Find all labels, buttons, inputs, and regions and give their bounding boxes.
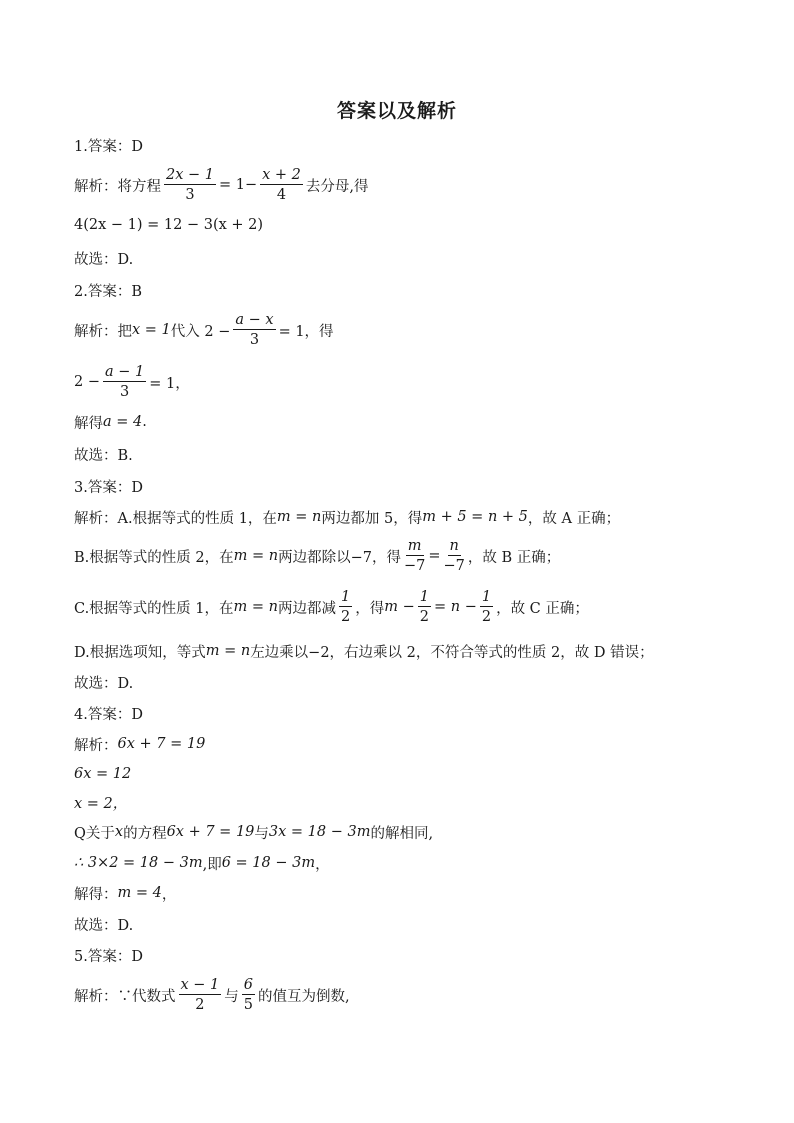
explanation-4-line-7: 故选：D.: [74, 917, 134, 934]
denominator: 5: [243, 997, 254, 1013]
text: 解析：把: [74, 323, 132, 340]
numerator: 6: [242, 978, 255, 996]
text: 左边乘以−2，右边乘以 2，不符合等式的性质 2，故 D 错误；: [250, 644, 654, 661]
text: 的方程: [123, 825, 167, 842]
explanation-3-option-a: [74, 505, 620, 529]
fraction: [103, 365, 146, 400]
explanation-1-line-2: 4(2x − 1) = 12 − 3(x + 2): [74, 217, 264, 233]
math: m = n: [233, 548, 279, 564]
denominator: 2: [481, 609, 492, 625]
text: 解析：将方程: [74, 178, 161, 195]
text: 的值互为倒数,: [258, 988, 350, 1005]
math: 3x = 18 − 3m: [268, 824, 371, 840]
math: = n −: [433, 599, 477, 615]
numerator: a − 1: [103, 365, 146, 383]
explanation-4-line-2: [74, 762, 131, 786]
explanation-2-line-3: [74, 410, 147, 434]
text: 与: [224, 988, 239, 1005]
numerator: x − 1: [179, 978, 222, 996]
text: D.根据选项知，等式: [74, 644, 206, 661]
explanation-4-line-3: [74, 790, 127, 814]
denominator: −7: [443, 558, 465, 574]
numerator: n: [448, 539, 461, 557]
explanation-4-line-4: [74, 820, 433, 844]
fraction: [233, 313, 275, 348]
numerator: a − x: [233, 313, 275, 331]
numerator: 1: [418, 590, 431, 608]
math: ∴ 3×2 = 18 − 3m: [74, 855, 203, 871]
math: m + 5 = n + 5: [422, 509, 528, 525]
answer-1: 1.答案：D: [74, 138, 143, 155]
text: 两边都加 5，得: [321, 510, 423, 527]
explanation-4-line-6: [74, 881, 176, 905]
numerator: 2x − 1: [164, 168, 216, 186]
text: 去分母,得: [305, 178, 369, 195]
math: 6 = 18 − 3m: [221, 855, 316, 871]
numerator: 1: [339, 590, 352, 608]
fraction: [418, 590, 431, 625]
text: ，故 B 正确；: [467, 549, 561, 566]
text: ，故 C 正确；: [496, 600, 589, 617]
fraction: [164, 168, 216, 203]
math: x = 1: [132, 322, 171, 338]
explanation-2-line-1: [74, 308, 334, 352]
denominator: 3: [119, 384, 130, 400]
text: 两边都除以−7，得: [278, 549, 401, 566]
text: 解析：: [74, 737, 118, 754]
explanation-2-line-2: [74, 360, 190, 404]
math: x = 2，: [74, 795, 128, 812]
text: 2 −: [74, 374, 100, 390]
math: m = n: [276, 509, 322, 525]
answer-5: 5.答案：D: [74, 948, 143, 965]
numerator: x + 2: [260, 168, 303, 186]
denominator: 2: [195, 997, 205, 1013]
text: 解析：A.根据等式的性质 1，在: [74, 510, 277, 527]
explanation-1-line-3: 故选：D.: [74, 251, 134, 268]
fraction: [339, 590, 352, 625]
text: ,即: [202, 856, 222, 873]
explanation-3-option-b: [74, 534, 560, 578]
denominator: 4: [276, 187, 287, 203]
text: .: [142, 414, 147, 430]
text: 的解相同,: [370, 825, 434, 842]
fraction: [242, 978, 255, 1013]
denominator: −7: [403, 558, 426, 574]
denominator: 3: [185, 187, 195, 203]
page-title: 答案以及解析: [336, 100, 457, 122]
numerator: m: [406, 539, 424, 557]
math: x: [114, 824, 124, 840]
explanation-2-line-4: 故选：B.: [74, 447, 133, 464]
explanation-1-line-1: [74, 163, 369, 207]
text: ，: [161, 886, 177, 903]
text: 解析：∵代数式: [74, 988, 176, 1005]
text: ，: [315, 856, 330, 873]
text: 两边都减: [278, 600, 336, 617]
answer-3: 3.答案：D: [74, 479, 143, 496]
text: 解得：: [74, 886, 118, 903]
text: 与: [254, 825, 269, 842]
math: a = 4: [103, 414, 143, 430]
text: = 1−: [219, 177, 258, 193]
text: B.根据等式的性质 2，在: [74, 549, 234, 566]
answer-2: 2.答案：B: [74, 283, 142, 300]
text: 解得: [74, 415, 103, 432]
text: = 1，得: [278, 323, 334, 340]
math: 6x + 7 = 19: [117, 736, 206, 752]
text: 代入 2 −: [170, 323, 231, 340]
explanation-4-line-1: [74, 732, 205, 756]
math: m = 4: [117, 885, 162, 901]
text: =: [428, 548, 441, 564]
explanation-5-line-1: [74, 973, 350, 1017]
explanation-3-option-d: [74, 639, 654, 663]
fraction: [443, 539, 464, 574]
text: ，故 A 正确；: [527, 510, 621, 527]
denominator: 2: [419, 609, 429, 625]
fraction: [404, 539, 425, 574]
answer-4: 4.答案：D: [74, 706, 143, 723]
explanation-4-line-5: [74, 851, 330, 875]
math: 6x + 7 = 19: [166, 824, 255, 840]
text: = 1，: [149, 375, 190, 392]
math: 6x = 12: [74, 766, 132, 782]
text: C.根据等式的性质 1，在: [74, 600, 234, 617]
text: ，得: [355, 600, 385, 617]
fraction: [179, 978, 222, 1013]
fraction: [260, 168, 303, 203]
numerator: 1: [480, 590, 493, 608]
denominator: 2: [341, 609, 351, 625]
math: m −: [384, 599, 415, 615]
math: m = n: [233, 599, 278, 615]
denominator: 3: [249, 332, 260, 348]
fraction: [480, 590, 493, 625]
text: Q关于: [74, 825, 115, 842]
explanation-3-line-5: 故选：D.: [74, 675, 134, 692]
explanation-3-option-c: [74, 585, 589, 629]
math: m = n: [205, 643, 251, 659]
